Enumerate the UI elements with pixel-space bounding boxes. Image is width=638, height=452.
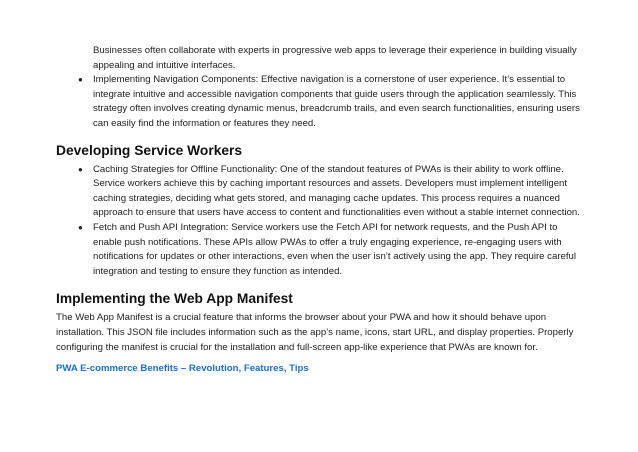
bullet-icon: ● — [78, 164, 83, 174]
pwa-ecommerce-link[interactable]: PWA E-commerce Benefits – Revolution, Features, Tips — [56, 363, 309, 375]
section-heading-manifest: Implementing the Web App Manifest — [56, 291, 293, 307]
list-item — [56, 221, 588, 279]
list-item — [56, 73, 588, 131]
manifest-paragraph: The Web App Manifest is a crucial feature that informs the browser about your PWA and how it should behave upon installation. This JSON file includes information such as the app’s name, icons, start URL, and display properties. Properly configuring the manifest is crucial for the installation and full-screen app-like experience that PWAs are known for. — [56, 312, 574, 353]
section-heading-service-workers: Developing Service Workers — [56, 142, 243, 158]
intro-list — [56, 44, 588, 132]
list-item-text: Businesses often collaborate with experts in progressive web apps to leverage their experience in building visually appealing and intuitive interfaces. — [93, 45, 577, 71]
bullet-icon: ● — [78, 222, 83, 232]
list-item-text: Caching Strategies for Offline Functionality: One of the standout features of PWAs is their ability to work offline. Service workers achieve this by caching important resources and assets. Developers must implement intelligent caching strategies, deciding what gets stored, and managing cache updates. This process requires a nuanced approach to ensure that users have access to content and functionalities even without a stable internet connection. — [93, 163, 580, 219]
list-item — [56, 44, 588, 73]
list-item — [56, 163, 588, 221]
service-workers-list — [56, 163, 588, 280]
list-item-text: Implementing Navigation Components: Effective navigation is a cornerstone of user experience. It’s essential to integrate intuitive and accessible navigation components that guide users through the application seamlessly. This strategy often involves creating dynamic menus, breadcrumb trails, and even search functionalities, ensuring users can easily find the information or features they need. — [93, 74, 580, 129]
list-item-text: Fetch and Push API Integration: Service workers use the Fetch API for network requests, and the Push API to enable push notifications. These APIs allow PWAs to offer a truly engaging experience, re-engaging users with notifications for updates or other interactions, even when the user isn’t actively using the app. They require careful integration and testing to ensure they function as intended. — [93, 221, 576, 277]
bullet-icon: ● — [78, 75, 83, 85]
